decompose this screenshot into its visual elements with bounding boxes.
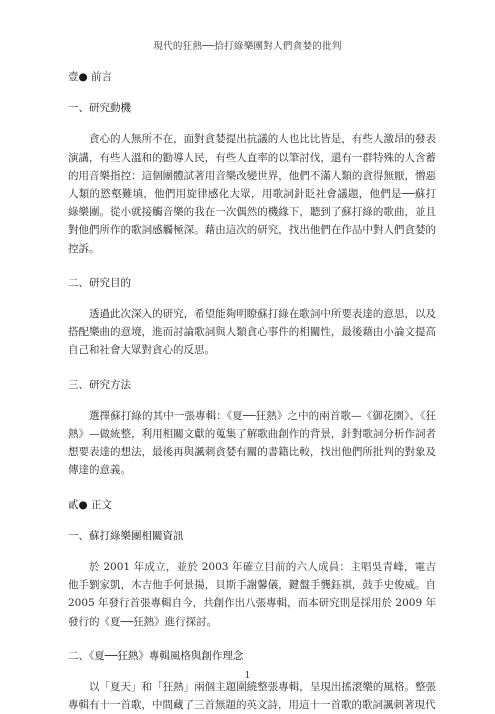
motive-paragraph: 貪心的人無所不在，面對貪婪提出抗議的人也比比皆是，有些人激昂的發表演講，有些人溫和的勸導人民，有些人直率的以筆討伐，還有一群特殊的人含蓄的用音樂指控：這個團體試著用音樂改變世界，他們不滿人類的貪得無厭，憎惡人類的慾壑難填，他們用旋律感化大眾，用歌詞針貶社會議題，他們是──蘇打綠樂團。從小就接觸音樂的我在一次偶然的機緣下，聽到了蘇打綠的歌曲，並且對他們所作的歌詞感觸極深。藉由這次的研究，找出他們在作品中對人們貪婪的控訴。: [68, 133, 436, 255]
purpose-heading: 二、研究目的: [68, 276, 131, 289]
part1-heading: 壹● 前言: [68, 71, 112, 83]
part2-heading: 貳● 正文: [68, 498, 112, 511]
method-heading: 三、研究方法: [68, 378, 131, 391]
band-paragraph: 於 2001 年成立，並於 2003 年確立目前的六人成員：主唱吳青峰，電吉他手劉家凱，木吉他手何景揚，貝斯手謝馨儀，鍵盤手龔鈺祺，鼓手史俊威。自 2005 年發行首張專輯自今，共創作出八張專輯，而本研究則是採用於 2009 年發行的《夏──狂熱》進行探討。: [68, 561, 436, 628]
body-content: [68, 68, 436, 714]
page-number: 1: [244, 671, 251, 681]
purpose-paragraph: 透過此次深入的研究，希望能夠明瞭蘇打綠在歌詞中所要表達的意思，以及搭配樂曲的意境，進而討論歌詞與人類貪心事件的相關性，最後藉由小論文提高自己和社會大眾對貪心的反思。: [68, 308, 436, 357]
band-heading: 一、蘇打綠樂團相關資訊: [68, 529, 184, 542]
album-heading: 二、《夏──狂熱》專輯風格與創作理念: [68, 649, 244, 662]
method-paragraph: 選擇蘇打綠的其中一張專輯：《夏──狂熱》之中的兩首歌—《御花園》、《狂熱》—做統整，利用相關文獻的蒐集了解歌曲創作的背景，針對歌詞分析作詞者想要表達的想法，最後再與諷刺貪婪有關的書籍比較，找出他們所批判的對象及傳達的意義。: [68, 409, 436, 477]
album-paragraph: 以「夏天」和「狂熱」兩個主題圍繞整張專輯，呈現出搖滾樂的風格。整張專輯有十一首歌，中間藏了三首無題的英文詩，用這十一首歌的歌詞諷刺著現代: [68, 681, 436, 712]
motive-heading: 一、研究動機: [68, 102, 131, 115]
running-header: 現代的狂熱──拾打綠樂團對人們貪婪的批判: [153, 41, 342, 52]
